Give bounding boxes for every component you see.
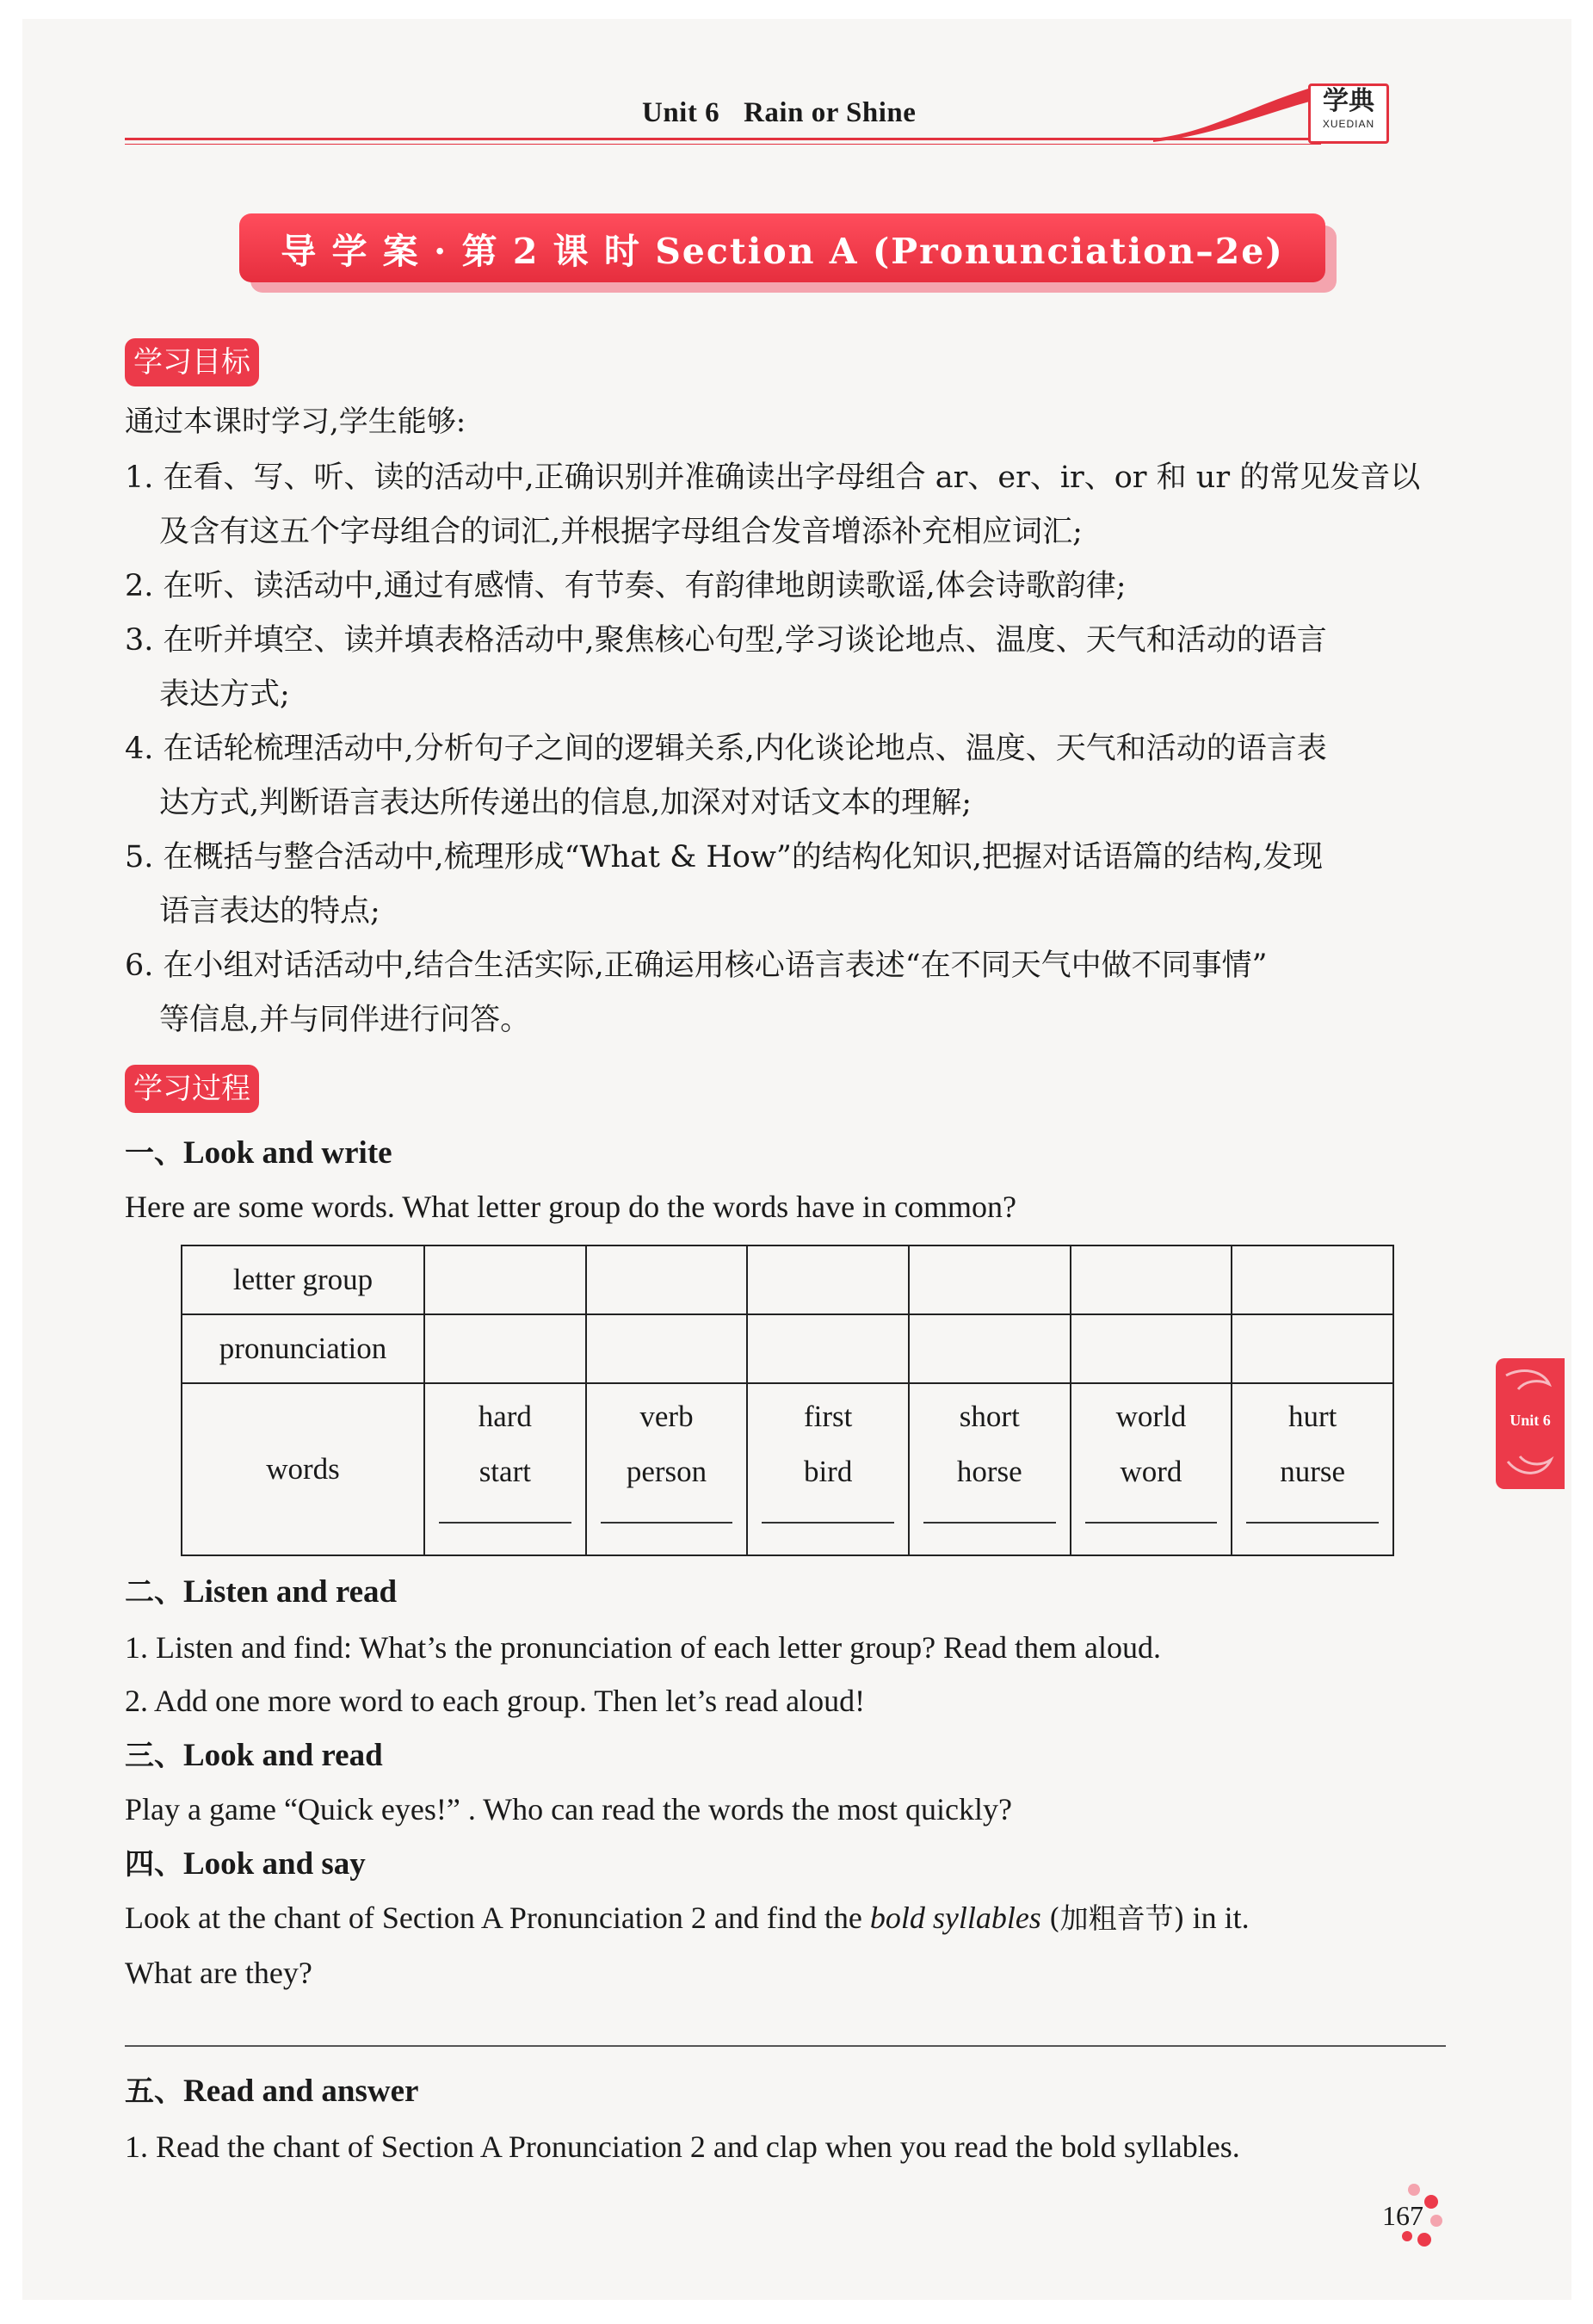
objective-line: 语言表达的特点; [159, 894, 380, 929]
word: world [1115, 1400, 1187, 1433]
letter-group-table [181, 1245, 1394, 1556]
section-title: Listen and read [183, 1574, 398, 1610]
word: hurt [1287, 1400, 1337, 1433]
header-swoosh-icon [1153, 82, 1317, 144]
section2-heading [125, 1575, 397, 1610]
cn-gloss: (加粗音节) [1048, 1901, 1185, 1935]
answer-blank[interactable] [762, 1522, 894, 1524]
letter-group-cell[interactable] [586, 1245, 748, 1314]
objective-line: 表达方式; [159, 677, 290, 712]
section4-question: What are they? [125, 1956, 312, 1990]
section2-item: 1. Listen and find: What’s the pronunciation of each letter group? Read them aloud. [125, 1630, 1161, 1665]
section4-text [125, 1901, 1250, 1936]
pronunciation-cell[interactable] [1071, 1314, 1232, 1383]
answer-blank[interactable] [1085, 1522, 1218, 1524]
objective-line: 5. 在概括与整合活动中,梳理形成“What & How”的结构化知识,把握对话语篇的结构,发现 [125, 840, 1324, 875]
objective-line: 等信息,并与同伴进行问答。 [159, 1003, 531, 1037]
letter-group-cell[interactable] [1071, 1245, 1232, 1314]
word: short [959, 1400, 1020, 1433]
section-title: Look and say [183, 1846, 366, 1882]
section5-item: 1. Read the chant of Section A Pronunciation 2 and clap when you read the bold syllables. [125, 2129, 1240, 2164]
words-cell [1232, 1383, 1393, 1555]
unit-side-tab [1496, 1358, 1565, 1489]
pronunciation-cell[interactable] [747, 1314, 909, 1383]
pronunciation-cell[interactable] [909, 1314, 1071, 1383]
publisher-logo [1308, 83, 1389, 144]
page-number: 167 [1382, 2200, 1423, 2231]
row-label: words [182, 1383, 424, 1555]
section1-heading [125, 1136, 392, 1171]
answer-blank[interactable] [923, 1522, 1056, 1524]
words-cell [909, 1383, 1071, 1555]
section3-text: Play a game “Quick eyes!” . Who can read the words the most quickly? [125, 1792, 1012, 1826]
italic-term: bold syllables [869, 1901, 1041, 1935]
answer-blank[interactable] [601, 1522, 733, 1524]
section-title: Look and read [183, 1738, 383, 1773]
section-number: 五、 [125, 2074, 183, 2109]
unit-label: Unit 6 [642, 97, 720, 128]
section1-instruction: Here are some words. What letter group do the words have in common? [125, 1190, 1017, 1224]
letter-group-cell[interactable] [424, 1245, 586, 1314]
objective-line: 达方式,判断语言表达所传递出的信息,加深对对话文本的理解; [159, 786, 972, 820]
objective-line: 3. 在听并填空、读并填表格活动中,聚焦核心句型,学习谈论地点、温度、天气和活动的语言 [125, 623, 1327, 658]
word: hard [478, 1400, 532, 1433]
word: person [626, 1455, 707, 1488]
word: first [803, 1400, 853, 1433]
letter-group-cell[interactable] [1232, 1245, 1393, 1314]
objective-line: 4. 在话轮梳理活动中,分析句子之间的逻辑关系,内化谈论地点、温度、天气和活动的语言表 [125, 732, 1327, 766]
words-cell [424, 1383, 586, 1555]
pronunciation-cell[interactable] [424, 1314, 586, 1383]
text-part: Look at the chant of Section A Pronunciation 2 and find the [125, 1901, 862, 1935]
section2-item: 2. Add one more word to each group. Then let’s read aloud! [125, 1684, 866, 1718]
word: bird [803, 1455, 853, 1488]
lesson-banner: 导 学 案 · 第 2 课 时 Section A (Pronunciation–2e) [239, 213, 1325, 282]
objective-line: 及含有这五个字母组合的词汇,并根据字母组合发音增添补充相应词汇; [159, 515, 1083, 549]
objectives-list [125, 451, 1420, 1048]
answer-rule [125, 2045, 1446, 2047]
unit-title: Rain or Shine [744, 97, 917, 128]
section-number: 三、 [125, 1739, 183, 1773]
process-tag: 学习过程 [125, 1065, 259, 1113]
header-rule [125, 138, 1321, 140]
words-cell [747, 1383, 909, 1555]
side-tab-label: Unit 6 [1510, 1412, 1551, 1429]
pronunciation-cell[interactable] [1232, 1314, 1393, 1383]
word: nurse [1280, 1455, 1346, 1488]
logo-text-en: XUEDIAN [1322, 118, 1375, 130]
section-title: Read and answer [183, 2074, 419, 2109]
row-label: letter group [182, 1245, 424, 1314]
words-cell [1071, 1383, 1232, 1555]
objective-line: 6. 在小组对话活动中,结合生活实际,正确运用核心语言表述“在不同天气中做不同事情” [125, 949, 1268, 983]
logo-text-cn: 学典 [1323, 86, 1374, 116]
letter-group-cell[interactable] [909, 1245, 1071, 1314]
answer-blank[interactable] [439, 1522, 571, 1524]
objectives-tag: 学习目标 [125, 338, 259, 386]
text-part: in it. [1192, 1901, 1250, 1935]
section-number: 二、 [125, 1575, 183, 1610]
objective-line: 1. 在看、写、听、读的活动中,正确识别并准确读出字母组合 ar、er、ir、or 和 ur 的常见发音以 [125, 460, 1421, 495]
section-title: Look and write [183, 1135, 392, 1171]
objectives-intro: 通过本课时学习,学生能够: [125, 405, 466, 439]
section5-heading [125, 2074, 418, 2109]
section4-heading [125, 1847, 366, 1882]
letter-group-cell[interactable] [747, 1245, 909, 1314]
section3-heading [125, 1739, 383, 1773]
header-rule-thin [125, 144, 1321, 145]
word: verb [639, 1400, 694, 1433]
pronunciation-cell[interactable] [586, 1314, 748, 1383]
word: horse [956, 1455, 1022, 1488]
section-number: 四、 [125, 1847, 183, 1882]
objective-line: 2. 在听、读活动中,通过有感情、有节奏、有韵律地朗读歌谣,体会诗歌韵律; [125, 569, 1127, 603]
section-number: 一、 [125, 1136, 183, 1171]
running-head [642, 97, 916, 129]
word: start [479, 1455, 531, 1488]
words-cell [586, 1383, 748, 1555]
answer-blank[interactable] [1246, 1522, 1379, 1524]
row-label: pronunciation [182, 1314, 424, 1383]
word: word [1120, 1455, 1182, 1488]
